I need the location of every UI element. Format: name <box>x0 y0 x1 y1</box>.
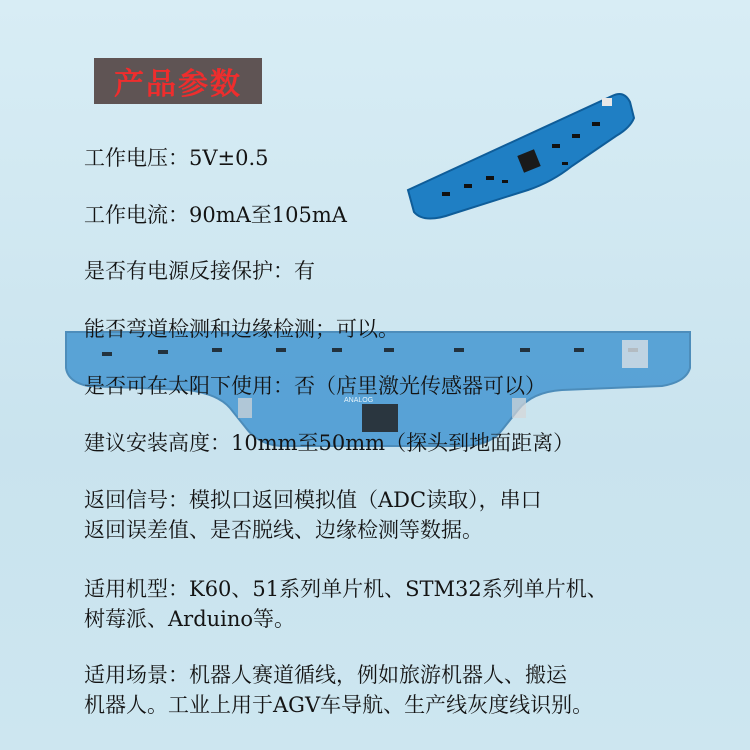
param-install-height: 建议安装高度：10mm至50mm（探头到地面距离） <box>84 431 575 455</box>
param-scenarios-line2: 机器人。工业上用于AGV车导航、生产线灰度线识别。 <box>84 693 594 717</box>
param-models-line1: 适用机型：K60、51系列单片机、STM32系列单片机、 <box>84 577 608 601</box>
param-scenarios-line1: 适用场景：机器人赛道循线，例如旅游机器人、搬运 <box>84 663 567 687</box>
sensor-board-photo-small <box>402 74 642 224</box>
param-curve-edge-detection: 能否弯道检测和边缘检测；可以。 <box>84 317 399 341</box>
page-title: 产品参数 <box>114 67 242 102</box>
board-label: ANALOG <box>344 397 374 404</box>
param-models-line2: 树莓派、Arduino等。 <box>84 607 296 631</box>
param-sunlight-use: 是否可在太阳下使用：否（店里激光传感器可以） <box>84 374 546 398</box>
param-signal-line2: 返回误差值、是否脱线、边缘检测等数据。 <box>84 518 483 542</box>
param-signal-line1: 返回信号：模拟口返回模拟值（ADC读取），串口 <box>84 488 542 512</box>
title-box <box>94 58 262 104</box>
param-reverse-protection: 是否有电源反接保护：有 <box>84 259 315 283</box>
param-current: 工作电流：90mA至105mA <box>84 203 347 227</box>
param-voltage: 工作电压：5V±0.5 <box>84 146 269 170</box>
